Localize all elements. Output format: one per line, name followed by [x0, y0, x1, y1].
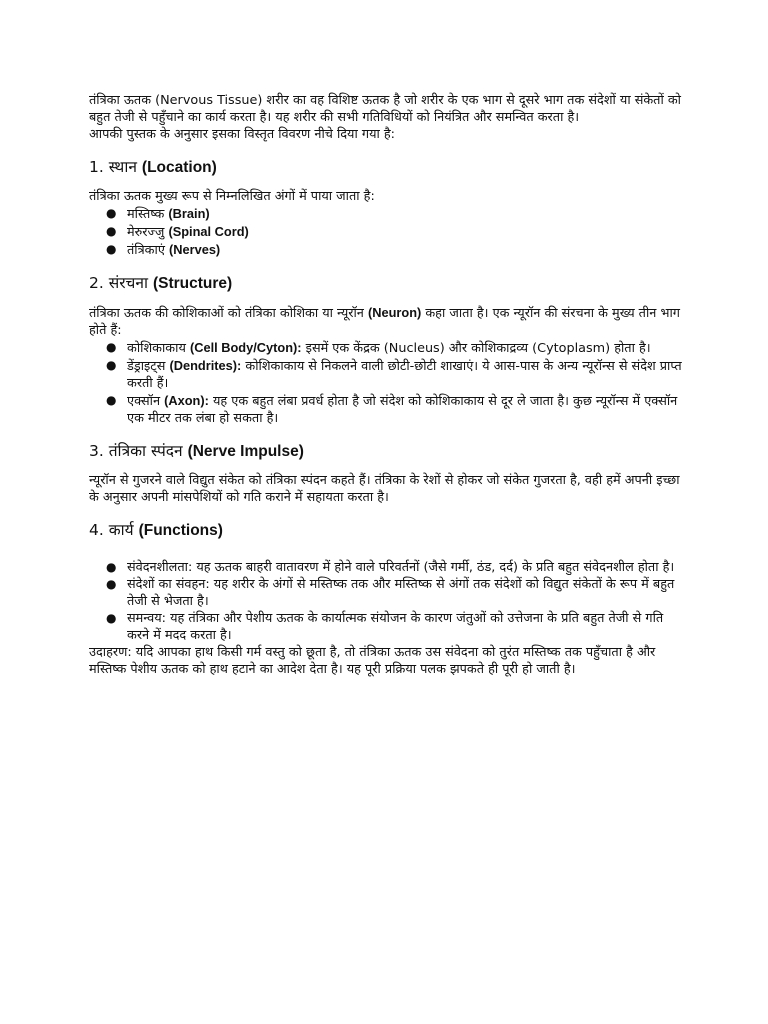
- bullet-icon: ●: [106, 393, 117, 407]
- list-item: ● डेंड्राइट्स (Dendrites): कोशिकाकाय से निकलने वाली छोटी-छोटी शाखाएं। ये आस-पास के अन्य न्यूरॉन्स से संदेश प्राप्त करती हैं।: [106, 358, 682, 391]
- intro-lead: आपकी पुस्तक के अनुसार इसका विस्तृत विवरण नीचे दिया गया है:: [89, 127, 395, 142]
- list-item: ● मस्तिष्क (Brain): [106, 206, 210, 222]
- heading-impulse: 3. तंत्रिका स्पंदन (Nerve Impulse): [89, 442, 304, 460]
- heading-functions: 4. कार्य (Functions): [89, 521, 223, 539]
- structure-intro: तंत्रिका ऊतक की कोशिकाओं को तंत्रिका कोशिका या न्यूरॉन (Neuron) कहा जाता है। एक न्यूरॉन की संरचना के मुख्य तीन भाग होते हैं:: [89, 305, 680, 338]
- list-item: ● कोशिकाकाय (Cell Body/Cyton): इसमें एक केंद्रक (Nucleus) और कोशिकाद्रव्य (Cytoplasm) होता है।: [106, 340, 651, 356]
- list-item: ● संदेशों का संवहन: यह शरीर के अंगों से मस्तिष्क तक और मस्तिष्क से अंगों तक संदेशों को विद्युत संकेतों के रूप में बहुत तेजी से भेजता है।: [106, 577, 675, 609]
- heading-location: 1. स्थान (Location): [89, 158, 217, 176]
- bullet-icon: ●: [106, 560, 117, 574]
- functions-list: [89, 559, 685, 644]
- list-item: ● मेरुरज्जु (Spinal Cord): [106, 224, 249, 240]
- list-item: ● तंत्रिकाएं (Nerves): [106, 242, 221, 258]
- list-item: ● संवेदनशीलता: यह ऊतक बाहरी वातावरण में होने वाले परिवर्तनों (जैसे गर्मी, ठंड, दर्द) के प्रति बहुत संवेदनशील होता है।: [106, 560, 675, 575]
- bullet-icon: ●: [106, 611, 117, 625]
- impulse-paragraph: न्यूरॉन से गुजरने वाले विद्युत संकेत को तंत्रिका स्पंदन कहते हैं। तंत्रिका के रेशों से होकर जो संकेत गुजरता है, वही हमें अपनी इच्छा के अनुसार अपनी मांसपेशियों को गति कराने में सहायता करता है।: [89, 473, 680, 505]
- heading-structure: 2. संरचना (Structure): [89, 274, 233, 292]
- structure-list: [89, 339, 685, 427]
- bullet-icon: ●: [106, 358, 117, 372]
- bullet-icon: ●: [106, 224, 117, 238]
- example-paragraph: उदाहरण: यदि आपका हाथ किसी गर्म वस्तु को छूता है, तो तंत्रिका ऊतक उस संवेदना को तुरंत मस्तिष्क तक पहुँचाता है और मस्तिष्क पेशीय ऊतक को हाथ हटाने का आदेश देता है। यह पूरी प्रक्रिया पलक झपकते ही पूरी हो जाती है।: [89, 645, 656, 677]
- location-intro: तंत्रिका ऊतक मुख्य रूप से निम्नलिखित अंगों में पाया जाता है:: [89, 189, 375, 204]
- bullet-icon: ●: [106, 242, 117, 256]
- bullet-icon: ●: [106, 577, 117, 591]
- list-item: ● समन्वय: यह तंत्रिका और पेशीय ऊतक के कार्यात्मक संयोजन के कारण जंतुओं को उत्तेजना के प्रति बहुत तेजी से गति करने में मदद करता है।: [106, 611, 664, 643]
- location-list: [89, 205, 685, 259]
- list-item: ● एक्सॉन (Axon): यह एक बहुत लंबा प्रवर्ध होता है जो संदेश को कोशिकाकाय से दूर ले जाता है। कुछ न्यूरॉन्स में एक्सॉन एक मीटर तक लंबा हो सकता है।: [106, 393, 678, 426]
- intro-paragraph: तंत्रिका ऊतक (Nervous Tissue) शरीर का वह विशिष्ट ऊतक है जो शरीर के एक भाग से दूसरे भाग तक संदेशों या संकेतों को बहुत तेजी से पहुँचाने का कार्य करता है। यह शरीर की सभी गतिविधियों को नियंत्रित और समन्वित करता है।: [89, 93, 681, 125]
- document-page: [89, 92, 685, 678]
- bullet-icon: ●: [106, 340, 117, 354]
- bullet-icon: ●: [106, 206, 117, 220]
